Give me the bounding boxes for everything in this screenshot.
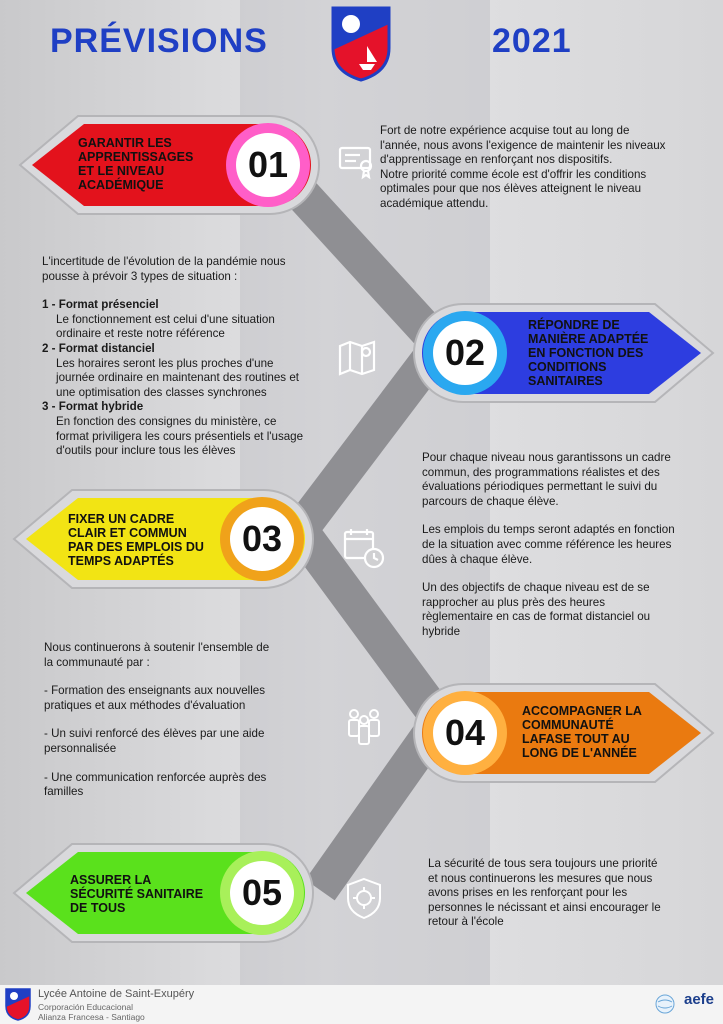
community-icon bbox=[342, 706, 386, 750]
text-block-03: Pour chaque niveau nous garantissons un cadre commun, des programmations réalistes et des évaluations périodiques permettant le suivi du parcours de chaque élève. Les emplois du temps seront adaptés en fonction de la situation avec comme référence les heures dûes à chaque élève. Un des objectifs de chaque niveau est de se rapprocher au plus près des heures règlementaire en cas de format distanciel ou hybride bbox=[422, 451, 675, 638]
school-crest-icon bbox=[329, 4, 393, 82]
step-01-number: 01 bbox=[236, 133, 300, 197]
step-04-label: ACCOMPAGNER LA COMMUNAUTÉ LAFASE TOUT AU LONG DE L'ANNÉE bbox=[522, 704, 642, 760]
text-block-01: Fort de notre expérience acquise tout au long de l'année, nous avons l'exigence de maintenir les niveaux d'apprentissage en renforçant nos dispositifs. Notre priorité comme école est d'offrir les conditions optimales pour que nos élèves atteignent le niveau académique attendu. bbox=[380, 124, 666, 210]
step-03-label: FIXER UN CADRE CLAIR ET COMMUN PAR DES EMPLOIS DU TEMPS ADAPTÉS bbox=[68, 512, 204, 568]
step-02-banner bbox=[410, 300, 715, 406]
text-block-02: L'incertitude de l'évolution de la pandémie nous pousse à prévoir 3 types de situation : 1 - Format présenciel Le fonctionnement est celui d'une situation ordinaire et reste notre référence 2 - Format distanciel Les horaires seront les plus proches d'une journée ordinaire en maintenant des routines et une optimisation des classes synchrones 3 - Format hybride En fonction des consignes du ministère, ce format priviligera les cours présentiels et l'usage d'outils pour inclure tous les élèves bbox=[42, 255, 304, 458]
calendar-clock-icon bbox=[342, 526, 386, 570]
page-title: PRÉVISIONS bbox=[50, 22, 268, 60]
step-05-banner bbox=[12, 840, 317, 946]
text-block-04: Nous continuerons à soutenir l'ensemble de la communauté par : - Formation des enseignants aux nouvelles pratiques et aux méthodes d'évaluation - Un suivi renforcé des élèves par une aide personnalisée - Une communication renforcée auprès des familles bbox=[44, 641, 270, 799]
step-01-label: GARANTIR LES APPRENTISSAGES ET LE NIVEAU ACADÉMIQUE bbox=[78, 136, 194, 192]
step-05-label: ASSURER LA SÉCURITÉ SANITAIRE DE TOUS bbox=[70, 873, 204, 915]
step-04-banner bbox=[410, 680, 715, 786]
text-block-05: La sécurité de tous sera toujours une priorité et nous continuerons les mesures que nous avons prises en les renforçant pour les personnes le nécissant et ainsi encourager le retour à l'école bbox=[428, 857, 661, 929]
step-01-banner bbox=[18, 112, 323, 218]
diploma-icon bbox=[334, 136, 378, 180]
step-05-number: 05 bbox=[230, 861, 294, 925]
step-02-number: 02 bbox=[433, 321, 497, 385]
page-year: 2021 bbox=[492, 22, 572, 60]
globe-icon bbox=[654, 993, 676, 1015]
school-crest-small-icon bbox=[4, 987, 32, 1021]
virus-shield-icon bbox=[342, 876, 386, 920]
step-03-number: 03 bbox=[230, 507, 294, 571]
map-icon bbox=[336, 334, 380, 378]
school-name: Lycée Antoine de Saint-Exupéry bbox=[38, 988, 195, 1000]
step-04-number: 04 bbox=[433, 701, 497, 765]
footer bbox=[0, 985, 723, 1024]
step-02-label: RÉPONDRE DE MANIÈRE ADAPTÉE EN FONCTION DES CONDITIONS SANITAIRES bbox=[528, 318, 649, 388]
step-03-banner bbox=[12, 486, 317, 592]
aefe-logo: aefe bbox=[684, 991, 715, 1008]
corporation-name: Corporación Educacional Alianza Francesa - Santiago bbox=[38, 1002, 145, 1022]
